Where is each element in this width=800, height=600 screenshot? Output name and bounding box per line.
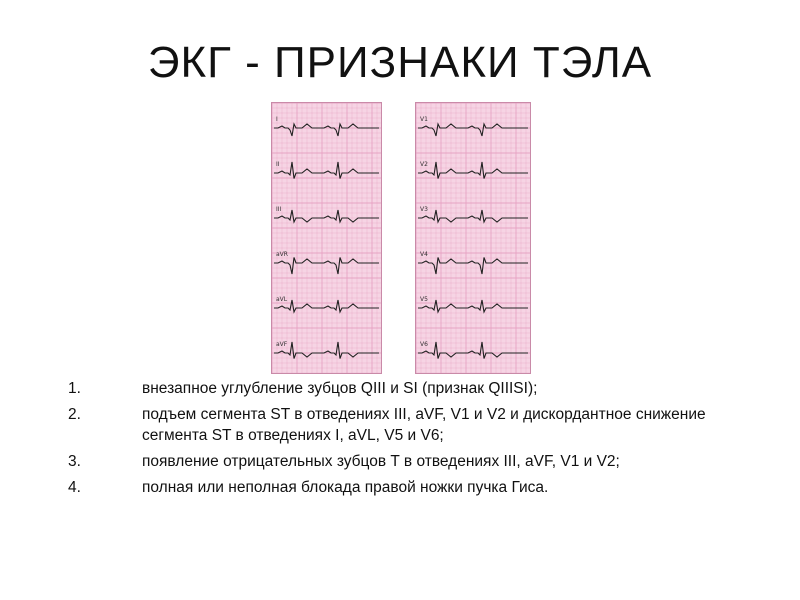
- list-item-text: появление отрицательных зубцов T в отведениях III, aVF, V1 и V2;: [142, 453, 620, 470]
- lead-label: V4: [420, 251, 428, 258]
- ecg-trace: [274, 342, 379, 359]
- ecg-trace: [418, 124, 528, 136]
- lead-label: I: [276, 116, 278, 123]
- ecg-trace: [418, 258, 528, 275]
- ecg-trace: [418, 342, 528, 359]
- lead-label: II: [276, 161, 280, 168]
- slide-title: ЭКГ - ПРИЗНАКИ ТЭЛА: [147, 38, 653, 87]
- lead-label: V6: [420, 341, 428, 348]
- ecg-trace: [274, 124, 379, 136]
- lead-label: V1: [420, 116, 428, 123]
- lead-label: III: [276, 206, 282, 213]
- ecg-chest-leads-strip: [415, 102, 531, 374]
- ecg-trace: [274, 210, 379, 222]
- ecg-signs-list: [68, 378, 758, 503]
- lead-label: aVR: [276, 251, 288, 258]
- ecg-trace: [418, 300, 528, 312]
- ecg-chest-leads-chart: [416, 103, 530, 373]
- list-item-number: 4.: [68, 479, 81, 496]
- list-item: [68, 477, 758, 498]
- lead-label: V5: [420, 296, 428, 303]
- list-item-text: внезапное углубление зубцов QIII и SI (признак QIIISI);: [142, 380, 538, 397]
- list-item: [68, 378, 758, 399]
- ecg-trace: [274, 300, 379, 312]
- list-item-number: 1.: [68, 380, 81, 397]
- list-item: [68, 404, 758, 446]
- ecg-trace: [274, 258, 379, 275]
- list-item-text: подъем сегмента ST в отведениях III, aVF, V1 и V2 и дискордантное снижение сегмента ST в отведениях I, aVL, V5 и V6;: [142, 406, 706, 444]
- ecg-trace: [418, 210, 528, 222]
- lead-label: aVF: [276, 341, 288, 348]
- lead-label: aVL: [276, 296, 288, 303]
- lead-label: V3: [420, 206, 428, 213]
- ecg-limb-leads-chart: [272, 103, 381, 373]
- lead-label: V2: [420, 161, 428, 168]
- list-item-text: полная или неполная блокада правой ножки пучка Гиса.: [142, 479, 549, 496]
- list-item: [68, 451, 758, 472]
- ecg-trace: [418, 162, 528, 179]
- list-item-number: 3.: [68, 453, 81, 470]
- ecg-limb-leads-strip: [271, 102, 382, 374]
- ecg-trace: [274, 162, 379, 179]
- list-item-number: 2.: [68, 406, 81, 423]
